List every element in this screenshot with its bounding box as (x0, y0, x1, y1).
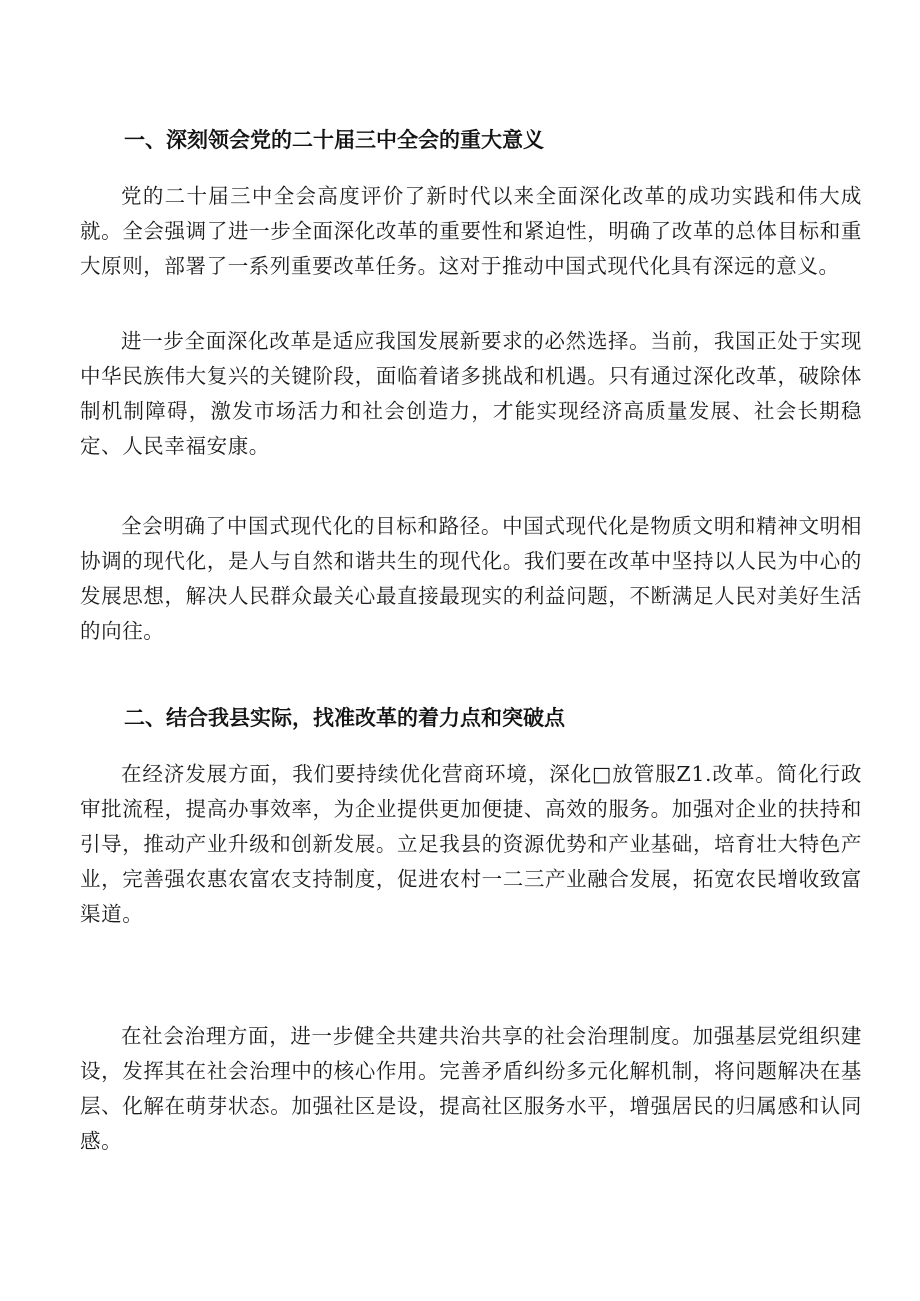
paragraph: 在经济发展方面，我们要持续优化营商环境，深化□放管服Z1.改革。简化行政审批流程，提高办事效率，为企业提供更加便捷、高效的服务。加强对企业的扶持和引导，推动产业升级和创新发展。立足我县的资源优势和产业基础，培育壮大特色产业，完善强农惠农富农支持制度，促进农村一二三产业融合发展，拓宽农民增收致富渠道。 (80, 762, 862, 926)
paragraph: 党的二十届三中全会高度评价了新时代以来全面深化改革的成功实践和伟大成就。全会强调了进一步全面深化改革的重要性和紧迫性，明确了改革的总体目标和重大原则，部署了一系列重要改革任务。这对于推动中国式现代化具有深远的意义。 (80, 184, 862, 278)
paragraph: 全会明确了中国式现代化的目标和路径。中国式现代化是物质文明和精神文明相协调的现代化，是人与自然和谐共生的现代化。我们要在改革中坚持以人民为中心的发展思想，解决人民群众最关心最直接最现实的利益问题，不断满足人民对美好生活的向往。 (80, 514, 862, 643)
paragraph: 在社会治理方面，进一步健全共建共治共享的社会治理制度。加强基层党组织建设，发挥其在社会治理中的核心作用。完善矛盾纠纷多元化解机制，将问题解决在基层、化解在萌芽状态。加强社区是设，提高社区服务水平，增强居民的归属感和认同感。 (80, 1024, 862, 1153)
section-heading-1: 一、深刻领会党的二十届三中全会的重大意义 (124, 128, 544, 152)
section-heading-2: 二、结合我县实际，找准改革的着力点和突破点 (124, 706, 565, 730)
paragraph: 进一步全面深化改革是适应我国发展新要求的必然选择。当前，我国正处于实现中华民族伟大复兴的关键阶段，面临着诸多挑战和机遇。只有通过深化改革，破除体制机制障碍，激发市场活力和社会创造力，才能实现经济高质量发展、社会长期稳定、人民幸福安康。 (80, 329, 862, 458)
